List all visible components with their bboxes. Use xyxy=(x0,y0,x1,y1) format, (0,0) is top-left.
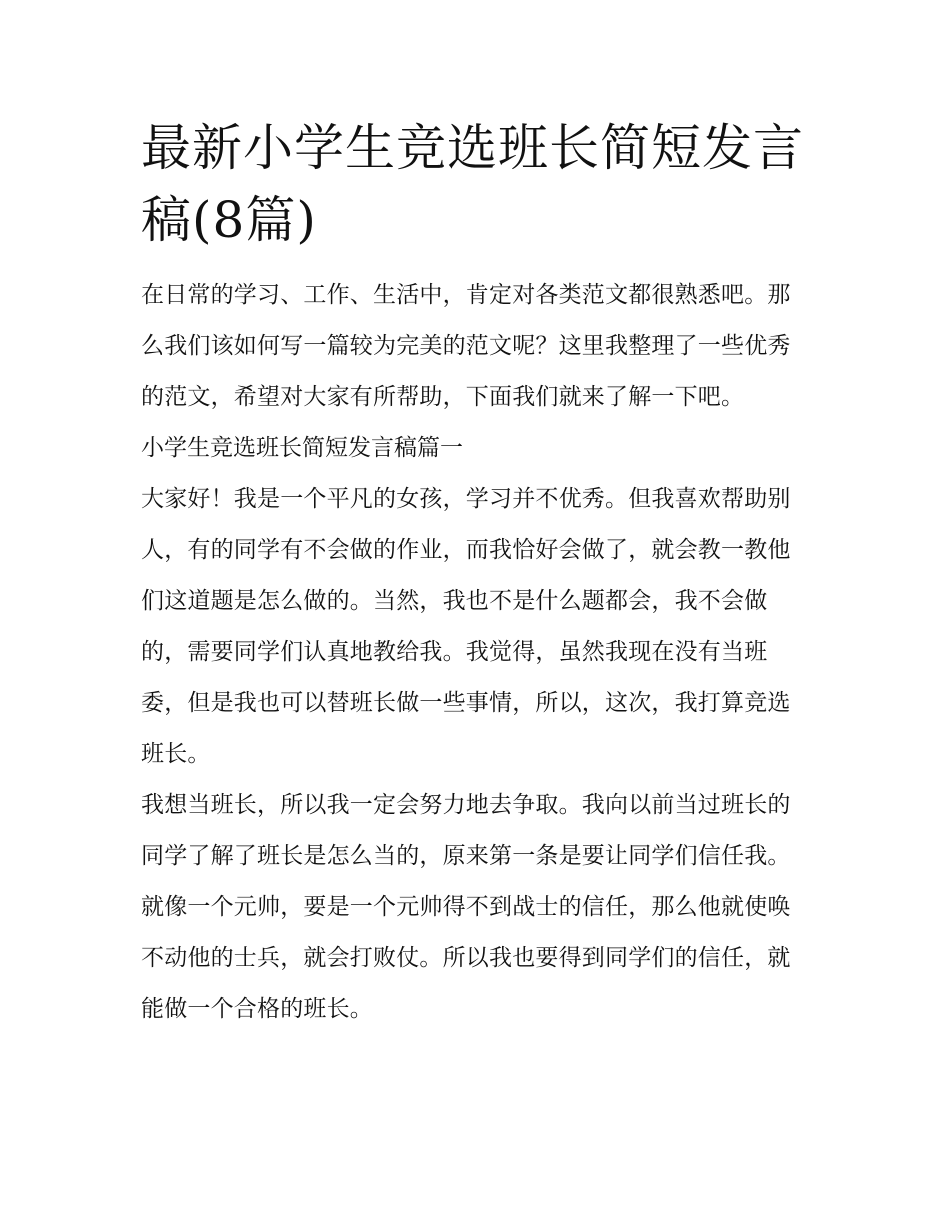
body-paragraph-2: 我想当班长，所以我一定会努力地去争取。我向以前当过班长的同学了解了班长是怎么当的，原来第一条是要让同学们信任我。就像一个元帅，要是一个元帅得不到战士的信任，那么他就使唤不动他的士兵，就会打败仗。所以我也要得到同学们的信任，就能做一个合格的班长。 xyxy=(141,792,791,1022)
body-paragraph-1: 大家好！我是一个平凡的女孩，学习并不优秀。但我喜欢帮助别人，有的同学有不会做的作业，而我恰好会做了，就会教一教他们这道题是怎么做的。当然，我也不是什么题都会，我不会做的，需要同学们认真地教给我。我觉得，虽然我现在没有当班委，但是我也可以替班长做一些事情，所以，这次，我打算竞选班长。 xyxy=(141,486,791,767)
intro-paragraph: 在日常的学习、工作、生活中，肯定对各类范文都很熟悉吧。那么我们该如何写一篇较为完美的范文呢？这里我整理了一些优秀的范文，希望对大家有所帮助，下面我们就来了解一下吧。 xyxy=(141,282,791,410)
section-heading: 小学生竞选班长简短发言稿篇一 xyxy=(141,435,463,461)
document-title: 最新小学生竞选班长简短发言稿(8篇) xyxy=(141,119,804,249)
